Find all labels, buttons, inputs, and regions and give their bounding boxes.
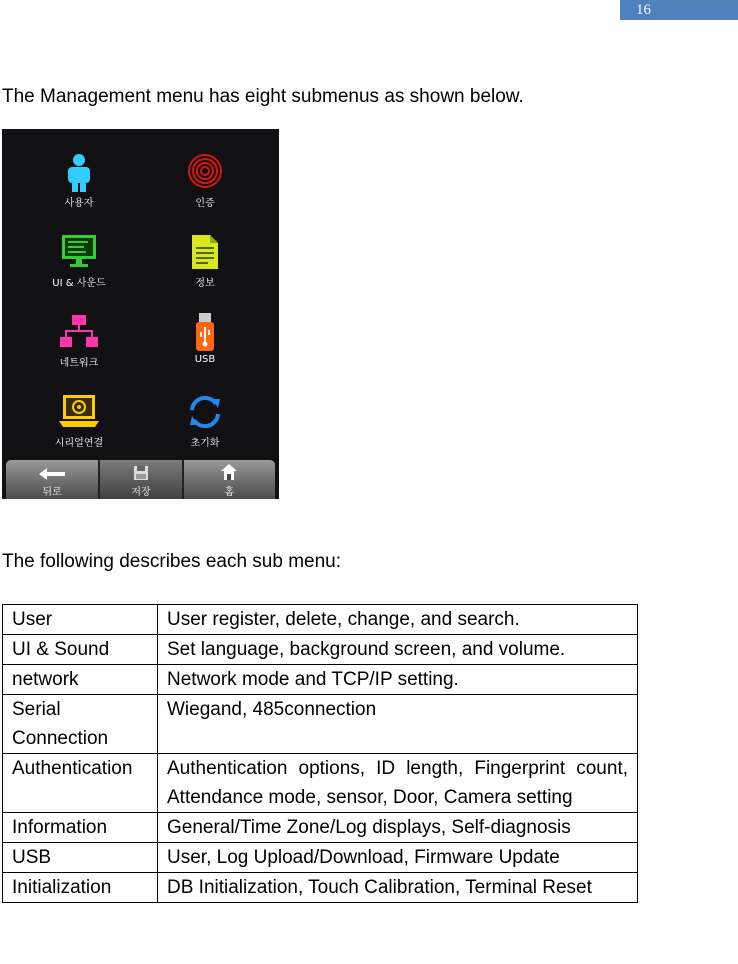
table-row — [3, 605, 638, 635]
submenu-name: User — [3, 605, 158, 635]
menu-item-information[interactable] — [136, 219, 274, 297]
menu-item-label: 네트워크 — [59, 358, 99, 369]
save-icon — [133, 465, 149, 481]
submenu-description: Network mode and TCP/IP setting. — [158, 665, 638, 695]
submenu-table — [2, 604, 638, 903]
following-text: The following describes each sub menu: — [2, 551, 342, 572]
menu-item-label: 정보 — [195, 278, 215, 289]
menu-item-label: 초기화 — [190, 438, 220, 449]
menu-item-label: 사용자 — [64, 198, 94, 209]
menu-item-label: UI & 사운드 — [52, 278, 106, 289]
save-label: 저장 — [131, 487, 151, 498]
submenu-name: network — [3, 665, 158, 695]
back-arrow-icon — [39, 467, 65, 481]
table-row — [3, 813, 638, 843]
fingerprint-icon — [187, 153, 223, 189]
back-label: 뒤로 — [42, 487, 62, 498]
device-screenshot — [2, 129, 279, 499]
submenu-name: Authentication — [3, 754, 158, 813]
serial-icon — [57, 393, 101, 429]
submenu-description: User register, delete, change, and search. — [158, 605, 638, 635]
table-row — [3, 873, 638, 903]
submenu-name: Initialization — [3, 873, 158, 903]
save-button[interactable] — [98, 460, 184, 499]
usb-icon — [193, 313, 217, 353]
menu-item-serial-connection[interactable] — [10, 379, 148, 457]
page-number: 16 — [620, 0, 738, 20]
table-row — [3, 635, 638, 665]
menu-item-label: 인증 — [195, 198, 215, 209]
submenu-name: Serial Connection — [3, 695, 158, 754]
user-icon — [62, 153, 96, 193]
back-button[interactable] — [6, 460, 98, 499]
network-icon — [60, 313, 98, 349]
submenu-description: Set language, background screen, and volume. — [158, 635, 638, 665]
refresh-icon — [186, 393, 224, 431]
submenu-name: USB — [3, 843, 158, 873]
menu-item-usb[interactable] — [136, 299, 274, 377]
table-row — [3, 665, 638, 695]
table-row — [3, 754, 638, 813]
submenu-description: User, Log Upload/Download, Firmware Update — [158, 843, 638, 873]
menu-item-authentication[interactable] — [136, 139, 274, 217]
document-icon — [189, 233, 221, 271]
home-label: 홈 — [224, 487, 235, 498]
menu-item-label: USB — [194, 354, 216, 365]
submenu-description: Authentication options, ID length, Fingerprint count, Attendance mode, sensor, Door, Camera setting — [158, 754, 638, 813]
table-row — [3, 695, 638, 754]
intro-text: The Management menu has eight submenus as shown below. — [2, 86, 524, 107]
menu-item-label: 시리얼연결 — [54, 438, 104, 449]
home-button[interactable] — [184, 460, 275, 499]
submenu-description: General/Time Zone/Log displays, Self-diagnosis — [158, 813, 638, 843]
menu-item-network[interactable] — [10, 299, 148, 377]
submenu-name: UI & Sound — [3, 635, 158, 665]
submenu-name: Information — [3, 813, 158, 843]
bottom-bar — [6, 460, 275, 499]
home-icon — [220, 463, 238, 481]
table-row — [3, 843, 638, 873]
submenu-description: DB Initialization, Touch Calibration, Terminal Reset — [158, 873, 638, 903]
menu-item-user[interactable] — [10, 139, 148, 217]
menu-grid — [2, 129, 279, 499]
menu-item-ui-sound[interactable] — [10, 219, 148, 297]
monitor-icon — [59, 233, 99, 269]
menu-item-initialization[interactable] — [136, 379, 274, 457]
submenu-description: Wiegand, 485connection — [158, 695, 638, 754]
